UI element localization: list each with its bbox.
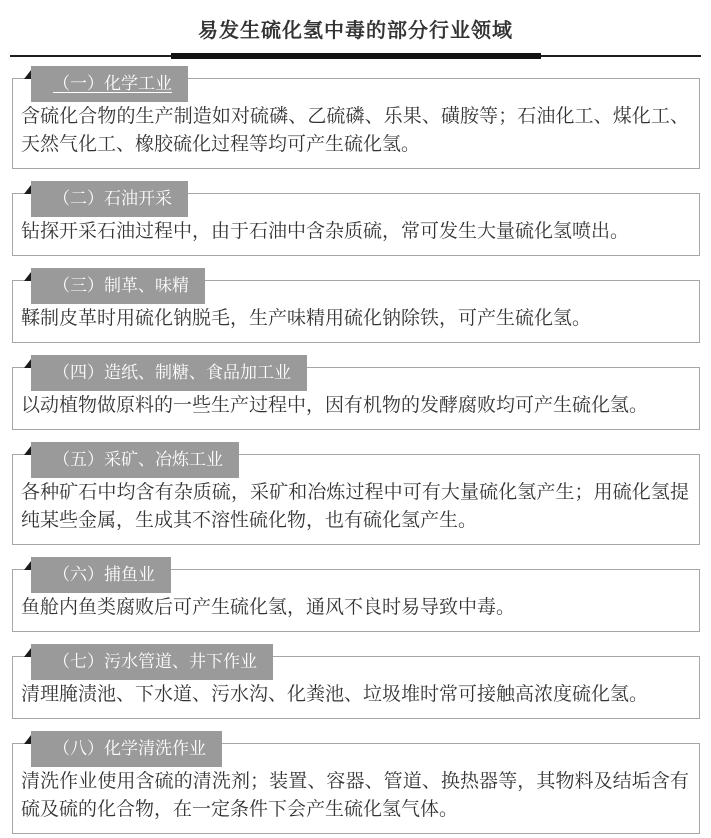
section-label-tab	[31, 442, 239, 478]
title-rule-thick-bar	[171, 53, 541, 59]
tab-fold-triangle-icon	[24, 359, 31, 368]
section-body-text: 各种矿石中均含有杂质硫，采矿和冶炼过程中可有大量硫化氢产生；用硫化氢提纯某些金属，生成其不溶性硫化物，也有硫化氢产生。	[21, 482, 689, 531]
section-label: （六）捕鱼业	[53, 565, 155, 584]
section-label: （二）石油开采	[53, 189, 172, 208]
section-label: （七）污水管道、井下作业	[53, 652, 257, 671]
industry-section	[12, 276, 700, 343]
industry-section	[12, 565, 700, 632]
section-body-text: 以动植物做原料的一些生产过程中，因有机物的发酵腐败均可产生硫化氢。	[21, 395, 649, 416]
tab-fold-triangle-icon	[24, 735, 31, 744]
industry-section	[12, 74, 700, 169]
section-label-tab	[31, 181, 188, 217]
section-label: （八）化学清洗作业	[53, 739, 206, 758]
section-label-tab	[31, 557, 171, 593]
tab-fold-triangle-icon	[24, 446, 31, 455]
section-label-tab	[31, 66, 188, 102]
industry-section	[12, 739, 700, 834]
section-label-tab	[31, 268, 205, 304]
section-body-text: 鱼舱内鱼类腐败后可产生硫化氢，通风不良时易导致中毒。	[21, 597, 516, 618]
page-header	[0, 14, 711, 59]
section-body-text: 钻探开采石油过程中，由于石油中含杂质硫，常可发生大量硫化氢喷出。	[21, 221, 630, 242]
section-label-tab	[31, 731, 222, 767]
title-rule	[10, 53, 701, 59]
section-body-text: 鞣制皮革时用硫化钠脱毛，生产味精用硫化钠除铁，可产生硫化氢。	[21, 308, 592, 329]
section-body-text: 清理腌渍池、下水道、污水沟、化粪池、垃圾堆时常可接触高浓度硫化氢。	[21, 684, 649, 705]
section-label: （三）制革、味精	[53, 276, 189, 295]
tab-fold-triangle-icon	[24, 272, 31, 281]
section-label: （四）造纸、制糖、食品加工业	[53, 363, 291, 382]
tab-fold-triangle-icon	[24, 70, 31, 79]
industry-section-list	[12, 74, 700, 834]
industry-section	[12, 189, 700, 256]
tab-fold-triangle-icon	[24, 648, 31, 657]
section-body-text: 清洗作业使用含硫的清洗剂；装置、容器、管道、换热器等，其物料及结垢含有硫及硫的化合物，在一定条件下会产生硫化氢气体。	[21, 771, 689, 820]
section-label-tab	[31, 644, 273, 680]
page-title: 易发生硫化氢中毒的部分行业领域	[198, 20, 513, 42]
industry-section	[12, 450, 700, 545]
section-label: （一）化学工业	[53, 74, 172, 93]
section-label-tab	[31, 355, 307, 391]
section-body-text: 含硫化合物的生产制造如对硫磷、乙硫磷、乐果、磺胺等；石油化工、煤化工、天然气化工、橡胶硫化过程等均可产生硫化氢。	[21, 106, 689, 155]
industry-section	[12, 652, 700, 719]
section-label: （五）采矿、冶炼工业	[53, 450, 223, 469]
tab-fold-triangle-icon	[24, 561, 31, 570]
industry-section	[12, 363, 700, 430]
tab-fold-triangle-icon	[24, 185, 31, 194]
